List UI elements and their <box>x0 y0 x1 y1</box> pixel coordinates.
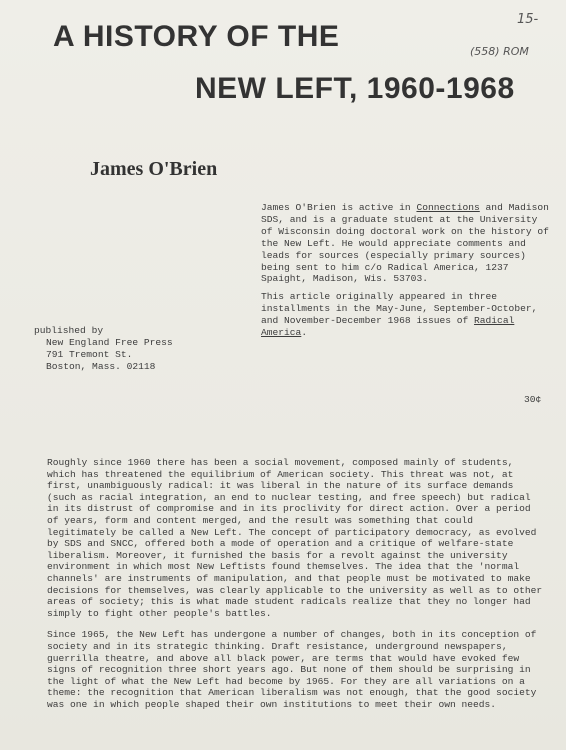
title-line-1: A HISTORY OF THE <box>53 20 340 53</box>
bio-paragraph-1 <box>261 202 551 285</box>
publisher-block <box>34 325 173 373</box>
body-paragraph-1: Roughly since 1960 there has been a social movement, composed mainly of students, which has threatened the equilibrium of American society. This threat was not, at first, unambiguously radical: it was liberal in the nature of its surface demands (such as racial integration, an end to nuclear testing, and free speech) but radical in its distrust of compromise and in its proclivity for direct action. Over a period of years, form and content merged, and the result was something that could legitimately be called a New Left. The concept of participatory democracy, as evolved by SDS and SNCC, offered both a mode of operation and a critique of welfare-state liberalism. Moreover, it furnished the basis for a revolt against the university environment in which most New Leftists found themselves. The idea that the 'normal channels' are instruments of manipulation, and that people must be motivated to make decisions for themselves, was clearly applicable to the university as well as to other areas of society; this is what made student radicals realize that they no longer had simply to fight other people's battles. <box>47 457 543 619</box>
author-bio <box>261 202 551 345</box>
connections-title: Connections <box>416 202 480 213</box>
radical-america-title: Radical America <box>261 315 515 339</box>
bio-p2-after: . <box>301 327 308 339</box>
bio-p1-after: and Madison SDS, and is a graduate student at the University of Wisconsin doing doctoral work on the history of the New Left. He would appreciate comments and leads for sources (especially primary sources) being sent to him c/o Radical America, 1237 Spaight, Madison, Wis. 53703. <box>261 202 549 285</box>
bio-p1-before: James O'Brien is active in <box>261 202 417 213</box>
publisher-street: 791 Tremont St. <box>46 348 133 360</box>
title-line-2: NEW LEFT, 1960-1968 <box>195 72 515 105</box>
handwritten-price: 15- <box>517 12 539 27</box>
article-body <box>47 457 543 720</box>
bio-paragraph-2 <box>261 291 551 339</box>
bio-p2-before: This article originally appeared in three installments in the May-June, September-October, and November-December 1968 issues of <box>261 291 538 327</box>
author-name: James O'Brien <box>90 158 218 180</box>
price-label: 30¢ <box>524 394 542 405</box>
publisher-label: published by <box>34 325 104 336</box>
body-paragraph-2: Since 1965, the New Left has undergone a number of changes, both in its conception of society and in its strategic thinking. Draft resistance, underground newspapers, guerrilla theatre, and above all black power, are terms that would have evoked few signs of recognition three short years ago. But none of them should be surprising in the light of what the New Left had become by 1965. For they are all variations on a theme: the recognition that American liberalism was not enough, that the good society was one in which people shaped their own institutions to meet their own needs. <box>47 629 537 710</box>
handwritten-note: (558) ROM <box>470 45 529 58</box>
publisher-city: Boston, Mass. 02118 <box>46 360 156 372</box>
publisher-name: New England Free Press <box>46 336 173 348</box>
